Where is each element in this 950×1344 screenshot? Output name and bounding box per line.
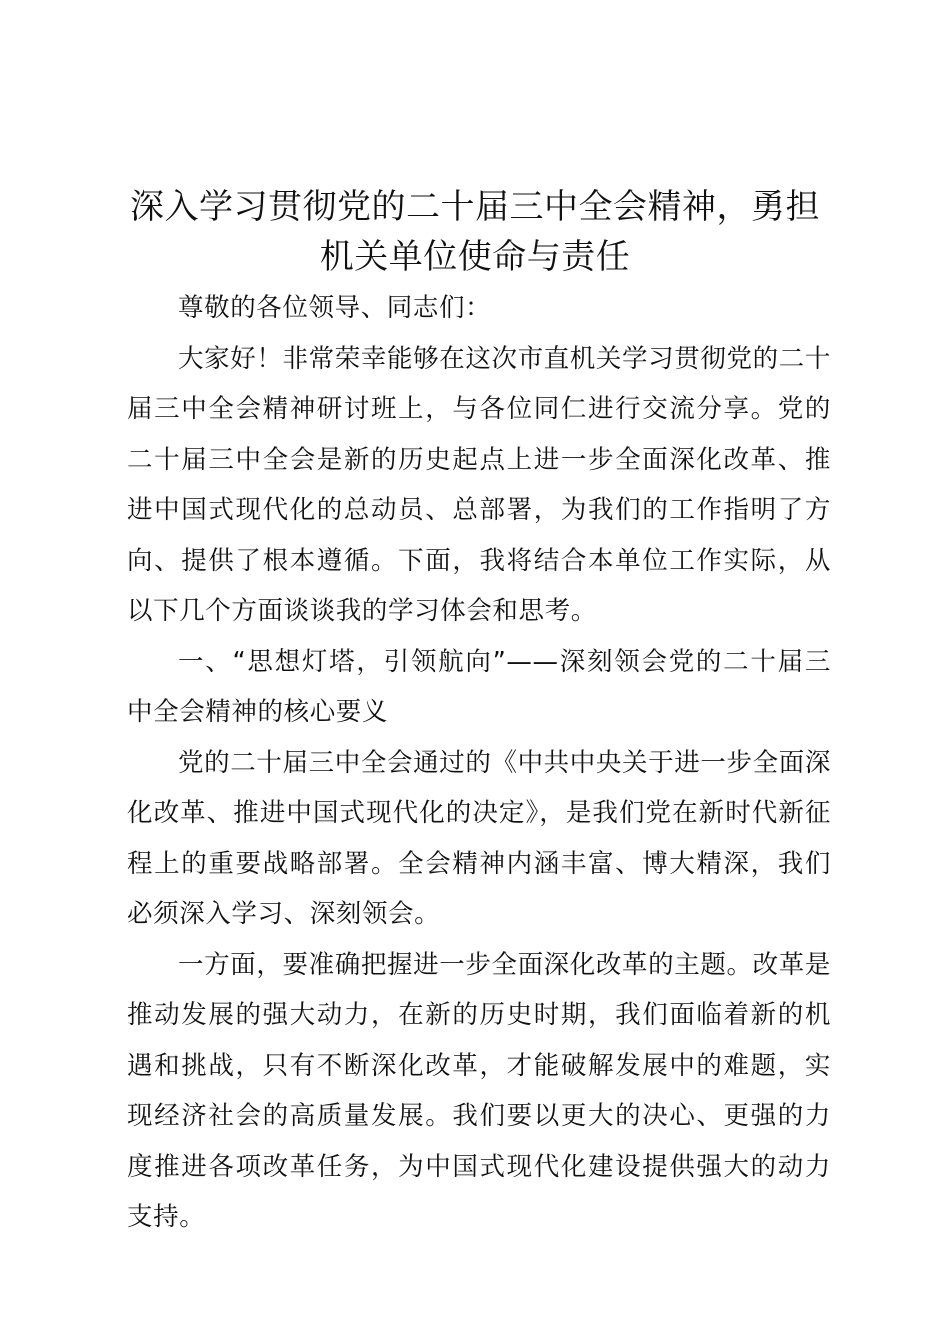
document-title-line-2: 机关单位使命与责任	[319, 237, 631, 277]
document-title	[120, 182, 830, 282]
document-body	[127, 283, 831, 1243]
opening-paragraph: 大家好！非常荣幸能够在这次市直机关学习贯彻党的二十届三中全会精神研讨班上，与各位同仁进行交流分享。党的二十届三中全会是新的历史起点上进一步全面深化改革、推进中国式现代化的总动员、总部署，为我们的工作指明了方向、提供了根本遵循。下面，我将结合本单位工作实际，从以下几个方面谈谈我的学习体会和思考。	[127, 343, 831, 626]
salutation: 尊敬的各位领导、同志们：	[178, 293, 492, 323]
document-title-line-1: 深入学习贯彻党的二十届三中全会精神，勇担	[130, 187, 820, 227]
body-paragraph: 一方面，要准确把握进一步全面深化改革的主题。改革是推动发展的强大动力，在新的历史时期，我们面临着新的机遇和挑战，只有不断深化改革，才能破解发展中的难题，实现经济社会的高质量发展。我们要以更大的决心、更强的力度推进各项改革任务，为中国式现代化建设提供强大的动力支持。	[127, 949, 831, 1232]
body-paragraph: 党的二十届三中全会通过的《中共中央关于进一步全面深化改革、推进中国式现代化的决定》，是我们党在新时代新征程上的重要战略部署。全会精神内涵丰富、博大精深，我们必须深入学习、深刻领会。	[127, 747, 831, 929]
section-heading: 一、“思想灯塔，引领航向”——深刻领会党的二十届三中全会精神的核心要义	[127, 646, 831, 727]
